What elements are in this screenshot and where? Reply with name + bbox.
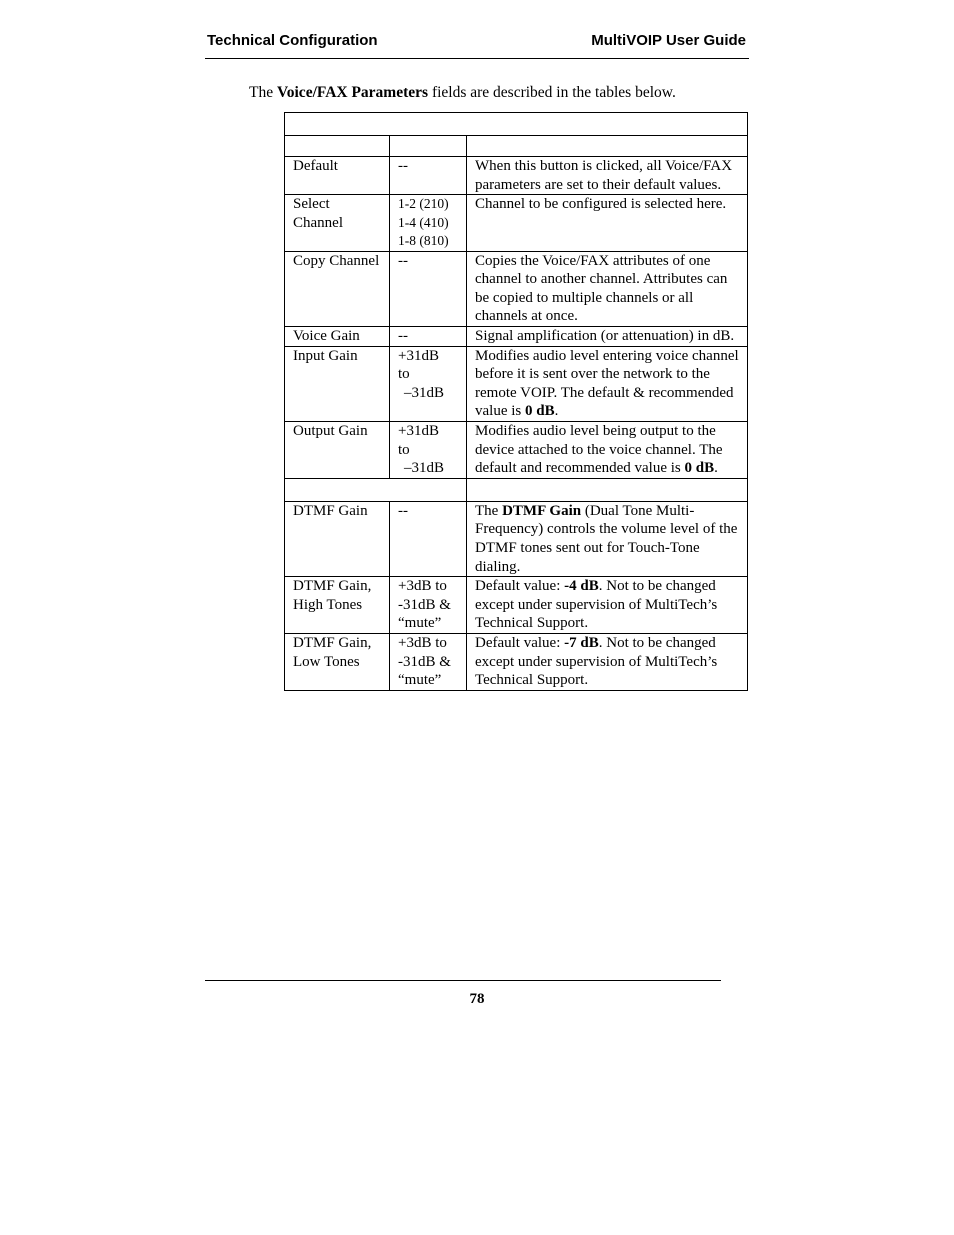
desc-bold: DTMF Gain xyxy=(502,502,582,519)
section-desc-cell xyxy=(467,478,748,501)
field-values: +3dB to -31dB & “mute” xyxy=(390,577,467,634)
value-line: 1-8 (810) xyxy=(398,233,449,249)
desc-text: . Not to be changed except under supervision of MultiTech’s Technical Support. xyxy=(475,634,718,689)
value-line: 1-2 (210) xyxy=(398,196,449,212)
value-line: to xyxy=(398,366,410,383)
table-title-cell xyxy=(285,113,748,136)
table-row xyxy=(285,327,748,347)
field-description: When this button is clicked, all Voice/FAX parameters are set to their default values. xyxy=(467,157,748,195)
desc-text: Modifies audio level entering voice channel before it is sent over the network to the remote VOIP. The default & recommended value is xyxy=(475,347,739,420)
intro-bold: Voice/FAX Parameters xyxy=(276,84,429,101)
page-number: 78 xyxy=(469,991,485,1007)
desc-text: . Not to be changed except under supervision of MultiTech’s Technical Support. xyxy=(475,578,718,632)
field-name: DTMF Gain, High Tones xyxy=(285,577,390,634)
voice-fax-parameters-table xyxy=(284,112,748,691)
value-line: –31dB xyxy=(404,460,445,477)
value-line: –31dB xyxy=(404,384,445,401)
field-description xyxy=(467,501,748,576)
value-line: +31dB xyxy=(398,347,439,364)
table-row xyxy=(285,195,748,252)
table-section-row xyxy=(285,478,748,501)
table-row xyxy=(285,577,748,634)
field-name: DTMF Gain xyxy=(285,501,390,576)
field-name: Default xyxy=(285,157,390,195)
field-name: Input Gain xyxy=(285,346,390,421)
field-description xyxy=(467,422,748,479)
header-cell-description xyxy=(467,136,748,157)
field-values xyxy=(390,195,467,252)
field-values: -- xyxy=(390,157,467,195)
desc-pre: Default value: xyxy=(475,578,565,595)
desc-bold: -7 dB xyxy=(564,634,599,651)
intro-sentence xyxy=(249,84,676,102)
desc-pre: The xyxy=(475,502,503,519)
header-guide-title: MultiVOIP User Guide xyxy=(591,32,746,49)
table-row xyxy=(285,501,748,576)
field-name: Voice Gain xyxy=(285,327,390,347)
desc-text: (Dual Tone Multi-Frequency) controls the volume level of the DTMF tones sent out for Touch-Tone dialing. xyxy=(475,502,738,575)
table-row xyxy=(285,633,748,690)
intro-pre: The xyxy=(249,84,277,101)
intro-post: fields are described in the tables below. xyxy=(428,84,676,101)
field-description xyxy=(467,346,748,421)
desc-bold: -4 dB xyxy=(564,578,599,595)
field-values: -- xyxy=(390,501,467,576)
table-title-row xyxy=(285,113,748,136)
field-name: Select Channel xyxy=(285,195,390,252)
value-line: +31dB xyxy=(398,423,439,440)
field-values xyxy=(390,422,467,479)
field-description: Channel to be configured is selected here. xyxy=(467,195,748,252)
field-name: DTMF Gain, Low Tones xyxy=(285,633,390,690)
header-divider xyxy=(205,58,749,59)
desc-pre: Default value: xyxy=(475,634,565,651)
field-values: -- xyxy=(390,327,467,347)
field-description xyxy=(467,577,748,634)
table-row xyxy=(285,346,748,421)
field-values xyxy=(390,346,467,421)
table-header-row xyxy=(285,136,748,157)
header-section-title: Technical Configuration xyxy=(207,32,378,49)
header-cell-field xyxy=(285,136,390,157)
footer-divider xyxy=(205,980,721,981)
desc-end: . xyxy=(554,403,559,420)
desc-text: Modifies audio level being output to the device attached to the voice channel. The default and recommended value is xyxy=(475,423,723,477)
table-row xyxy=(285,157,748,195)
field-description: Signal amplification (or attenuation) in dB. xyxy=(467,327,748,347)
desc-end: . xyxy=(714,460,718,477)
table-row xyxy=(285,251,748,326)
table-row xyxy=(285,422,748,479)
value-line: to xyxy=(398,441,410,458)
value-line: 1-4 (410) xyxy=(398,214,449,230)
field-name: Output Gain xyxy=(285,422,390,479)
field-description: Copies the Voice/FAX attributes of one channel to another channel. Attributes can be copied to multiple channels or all channels at once. xyxy=(467,251,748,326)
section-cell xyxy=(285,478,467,501)
field-values: -- xyxy=(390,251,467,326)
field-description xyxy=(467,633,748,690)
header-cell-values xyxy=(390,136,467,157)
desc-bold: 0 dB xyxy=(525,403,555,420)
field-values: +3dB to -31dB & “mute” xyxy=(390,633,467,690)
field-name: Copy Channel xyxy=(285,251,390,326)
desc-bold: 0 dB xyxy=(684,460,715,477)
